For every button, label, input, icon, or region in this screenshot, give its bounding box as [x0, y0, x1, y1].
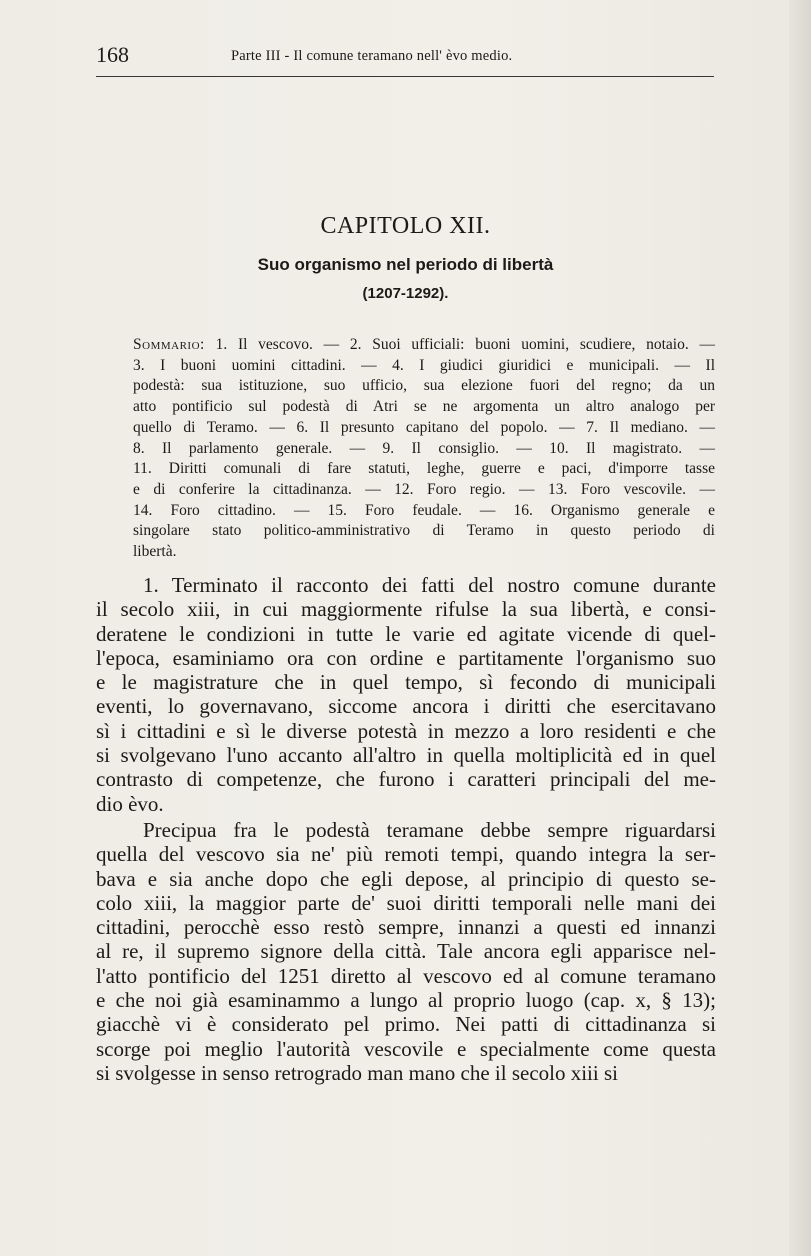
chapter-summary [133, 335, 715, 563]
summary-line: libertà. [133, 543, 177, 561]
text-line: e che noi già esaminammo a lungo al proprio luogo (cap. x, § 13); [96, 988, 716, 1013]
chapter-heading: CAPITOLO XII. [320, 213, 491, 239]
summary-line: podestà: sua istituzione, suo ufficio, sua elezione fuori del regno; da un [133, 377, 715, 395]
summary-line: quello di Teramo. — 6. Il presunto capitano del popolo. — 7. Il mediano. — [133, 418, 715, 436]
page-edge [789, 0, 811, 1256]
text-line: quella del vescovo sia ne' più remoti tempi, quando integra la ser- [96, 842, 716, 867]
summary-line [133, 335, 715, 356]
header-rule [96, 76, 714, 77]
text-line: giacchè vi è considerato pel primo. Nei patti di cittadinanza si [96, 1012, 716, 1037]
text-line: eventi, lo governavano, siccome ancora i diritti che esercitavano [96, 694, 716, 719]
text-line: l'epoca, esaminiamo ora con ordine e partitamente l'organismo suo [96, 645, 716, 670]
paragraph-1 [96, 573, 716, 816]
text-line: dio èvo. [96, 791, 164, 816]
text-line: sì i cittadini e sì le diverse potestà in mezzo a loro residenti e che [96, 718, 716, 743]
summary-line: atto pontificio sul podestà di Atri se ne argomenta un altro analogo per [133, 398, 715, 416]
text-line: 1. Terminato il racconto dei fatti del nostro comune durante [143, 573, 716, 597]
summary-line: 11. Diritti comunali di fare statuti, leghe, guerre e paci, d'imporre tasse [133, 460, 715, 478]
summary-line-text: 1. Il vescovo. — 2. Suoi ufficiali: buoni uomini, scudiere, notaio. — [204, 336, 715, 353]
summary-label: Sommario: [133, 336, 205, 353]
text-line: colo xiii, la maggior parte de' suoi diritti temporali nelle mani dei [96, 890, 716, 915]
summary-line: 3. I buoni uomini cittadini. — 4. I giudici giuridici e municipali. — Il [133, 356, 715, 374]
text-line: deratene le condizioni in tutte le varie ed agitate vicende di quel- [96, 621, 716, 646]
chapter-subheading: Suo organismo nel periodo di libertà [257, 255, 554, 274]
text-line: e le magistrature che in quel tempo, sì fecondo di municipali [96, 670, 716, 695]
text-line: l'atto pontificio del 1251 diretto al vescovo ed al comune teramano [96, 963, 716, 988]
text-line: Precipua fra le podestà teramane debbe sempre riguardarsi [143, 817, 716, 842]
summary-line: 8. Il parlamento generale. — 9. Il consiglio. — 10. Il magistrato. — [133, 439, 715, 457]
text-line: scorge poi meglio l'autorità vescovile e specialmente come questa [96, 1036, 716, 1061]
body-text [96, 573, 716, 1085]
summary-line: 14. Foro cittadino. — 15. Foro feudale. — 16. Organismo generale e [133, 501, 715, 519]
summary-line: e di conferire la cittadinanza. — 12. Foro regio. — 13. Foro vescovile. — [133, 480, 715, 498]
text-line: cittadini, perocchè esso restò sempre, innanzi a questi ed innanzi [96, 915, 716, 940]
page-number: 168 [96, 42, 129, 67]
summary-line: singolare stato politico-amministrativo di Teramo in questo periodo di [133, 522, 715, 540]
text-line: contrasto di competenze, che furono i caratteri principali del me- [96, 767, 716, 792]
paragraph-2 [96, 818, 716, 1085]
running-title: Parte III - Il comune teramano nell' èvo medio. [231, 48, 513, 64]
chapter-dates: (1207-1292). [362, 285, 449, 302]
text-line: al re, il supremo signore della città. Tale ancora egli apparisce nel- [96, 939, 716, 964]
running-head [96, 42, 716, 72]
text-line: si svolgesse in senso retrogrado man mano che il secolo xiii si [96, 1060, 618, 1085]
text-line: il secolo xiii, in cui maggiormente rifulse la sua libertà, e consi- [96, 597, 716, 622]
text-line: bava e sia anche dopo che egli depose, al principio di questo se- [96, 866, 716, 891]
text-line: si svolgevano l'uno accanto all'altro in quella moltiplicità ed in quel [96, 743, 716, 768]
